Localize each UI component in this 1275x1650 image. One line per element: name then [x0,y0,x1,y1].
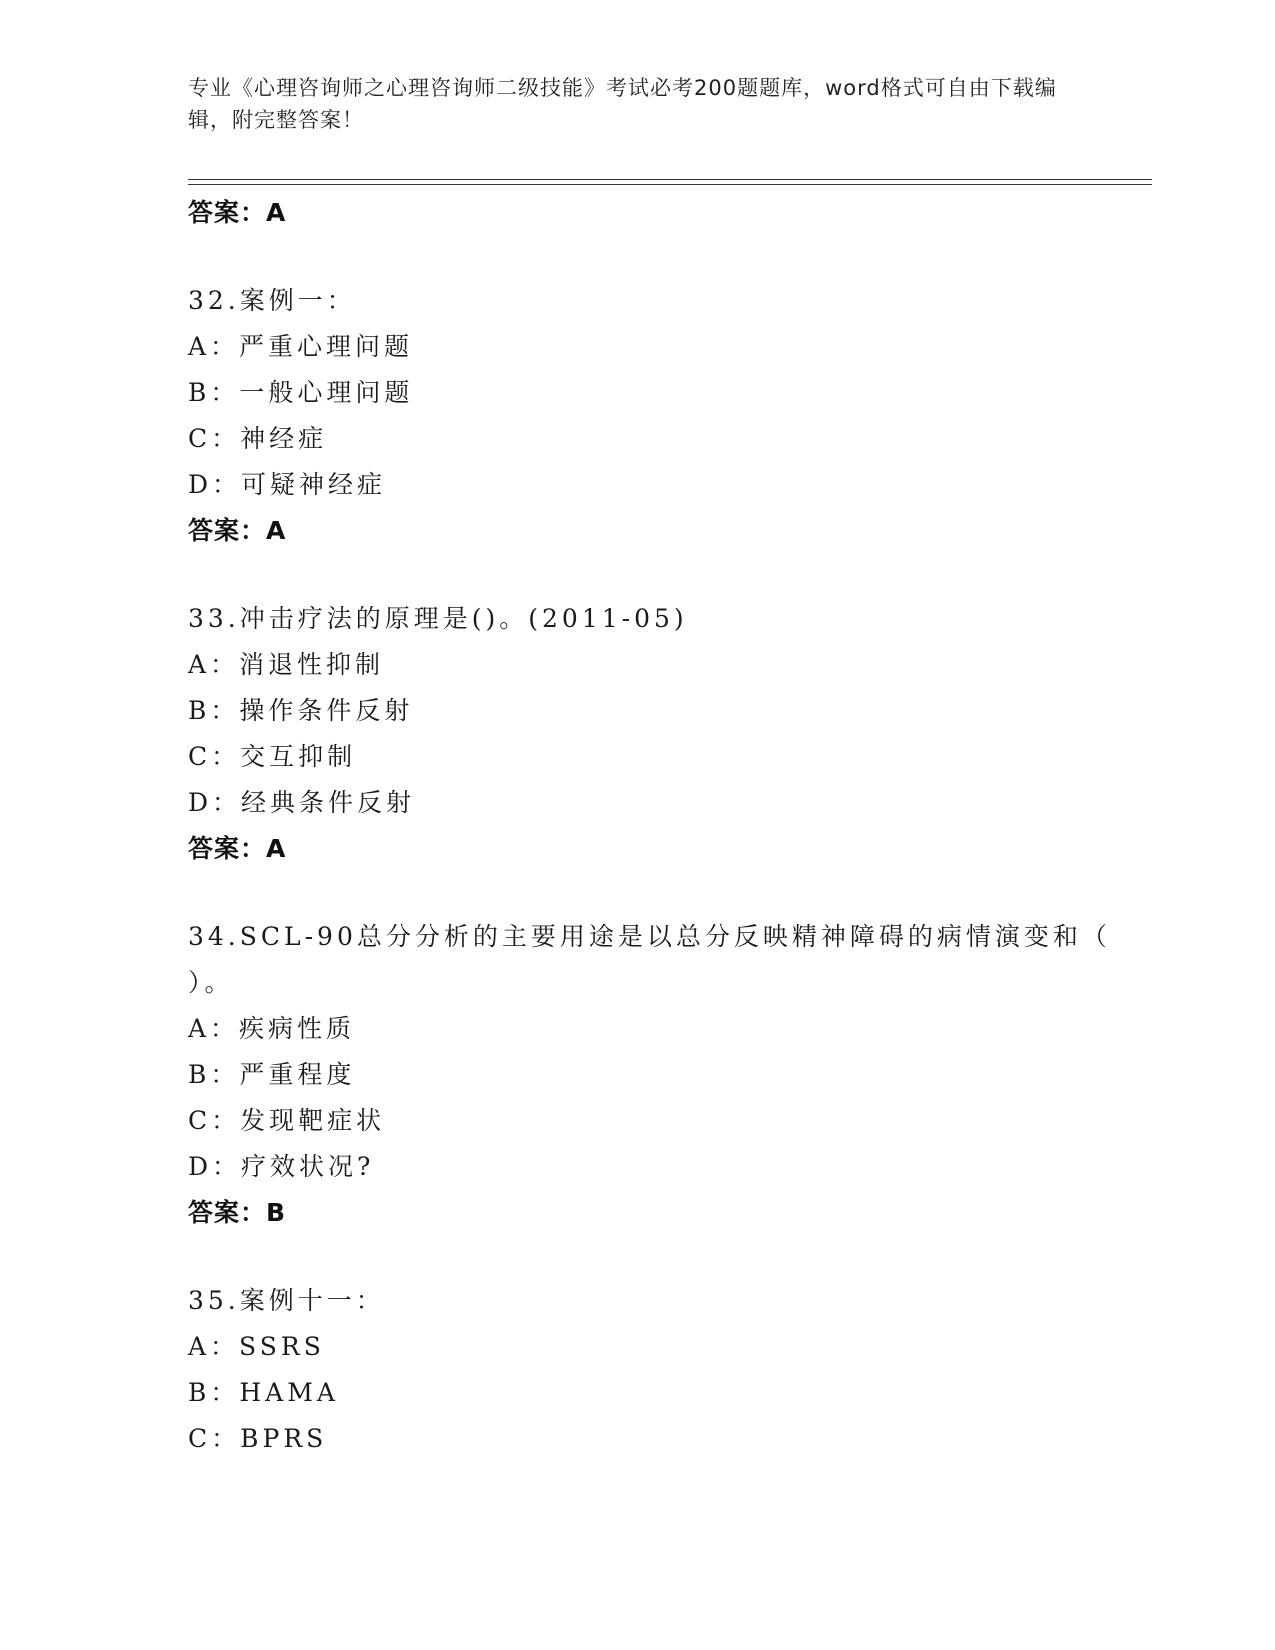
option-d: D：经典条件反射 [188,788,416,817]
option-b: B：HAMA [188,1378,339,1407]
option-a: A：严重心理问题 [188,332,414,361]
question-stem: 33.冲击疗法的原理是()。(2011-05) [188,604,688,633]
option-d: D：疗效状况? [188,1152,375,1181]
question-list [188,190,1111,1462]
option-b: B：严重程度 [188,1060,356,1089]
question-stem-line-1: 34.SCL-90总分分析的主要用途是以总分反映精神障碍的病情演变和（ [188,922,1111,951]
option-c: C：交互抑制 [188,742,357,771]
question-stem: 35.案例十一： [188,1286,385,1315]
answer-line: 答案：A [188,198,287,227]
question-35 [188,1278,1108,1462]
option-a: A：SSRS [188,1332,325,1361]
option-c: C：神经症 [188,424,328,453]
answer-line: 答案：A [188,516,287,545]
header-divider-top [188,179,1152,180]
question-stem: 32.案例一： [188,286,356,315]
option-b: B：操作条件反射 [188,696,414,725]
document-header: 专业《心理咨询师之心理咨询师二级技能》考试必考200题题库，word格式可自由下载编辑，附完整答案！ [188,76,1057,132]
option-a: A：消退性抑制 [188,650,385,679]
option-b: B：一般心理问题 [188,378,414,407]
question-stem-line-2: ）。 [188,968,234,997]
question-33 [188,596,1108,872]
option-c: C：BPRS [188,1424,328,1453]
header-divider-bottom [188,184,1152,185]
option-c: C：发现靶症状 [188,1106,386,1135]
question-32 [188,278,1108,554]
option-d: D：可疑神经症 [188,470,387,499]
option-a: A：疾病性质 [188,1014,356,1043]
answer-line: 答案：A [188,834,287,863]
answer-line: 答案：B [188,1198,287,1227]
question-34 [188,914,1111,1236]
